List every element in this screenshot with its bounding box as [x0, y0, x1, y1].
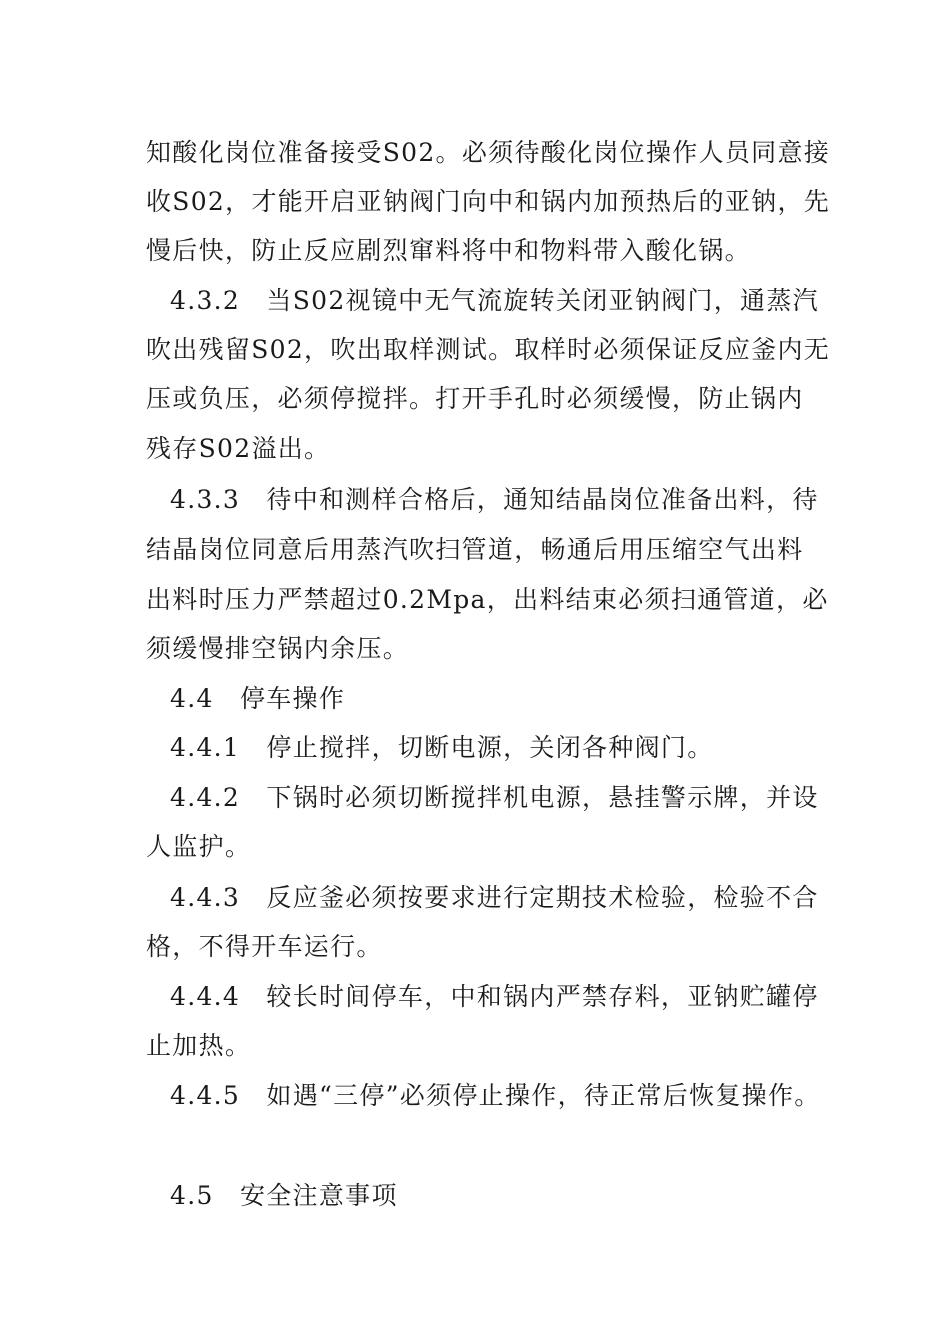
- section-heading-4-4: 4.4 停车操作: [170, 684, 346, 713]
- paragraph-line: 吹出残留S02，吹出取样测试。取样时必须保证反应釜内无: [146, 335, 831, 364]
- paragraph-line: 收S02，才能开启亚钠阀门向中和锅内加预热后的亚钠，先: [146, 187, 831, 216]
- paragraph-line: 结晶岗位同意后用蒸汽吹扫管道，畅通后用压缩空气出料: [146, 535, 804, 564]
- paragraph-line: 压或负压，必须停搅拌。打开手孔时必须缓慢，防止锅内: [146, 384, 804, 413]
- section-4-3-3-line: 4.3.3 待中和测样合格后，通知结晶岗位准备出料，待: [170, 485, 819, 514]
- paragraph-line: 知酸化岗位准备接受S02。必须待酸化岗位操作人员同意接: [146, 138, 831, 167]
- paragraph-line: 格，不得开车运行。: [146, 932, 383, 961]
- section-heading-4-5: 4.5 安全注意事项: [170, 1181, 398, 1210]
- paragraph-line: 残存S02溢出。: [146, 434, 331, 463]
- section-4-4-3-line: 4.4.3 反应釜必须按要求进行定期技术检验，检验不合: [170, 883, 819, 912]
- section-4-4-1-line: 4.4.1 停止搅拌，切断电源，关闭各种阀门。: [170, 733, 714, 762]
- section-4-4-5-line: 4.4.5 如遇“三停”必须停止操作，待正常后恢复操作。: [170, 1081, 821, 1110]
- section-4-4-2-line: 4.4.2 下锅时必须切断搅拌机电源，悬挂警示牌，并设: [170, 783, 819, 812]
- paragraph-line: 出料时压力严禁超过0.2Mpa，出料结束必须扫通管道，必: [146, 585, 829, 614]
- paragraph-line: 止加热。: [146, 1031, 252, 1060]
- paragraph-line: 人监护。: [146, 832, 252, 861]
- section-4-3-2-line: 4.3.2 当S02视镜中无气流旋转关闭亚钠阀门，通蒸汽: [170, 286, 819, 315]
- paragraph-line: 须缓慢排空锅内余压。: [146, 634, 410, 663]
- section-4-4-4-line: 4.4.4 较长时间停车，中和锅内严禁存料，亚钠贮罐停: [170, 982, 819, 1011]
- paragraph-line: 慢后快，防止反应剧烈窜料将中和物料带入酸化锅。: [146, 236, 751, 265]
